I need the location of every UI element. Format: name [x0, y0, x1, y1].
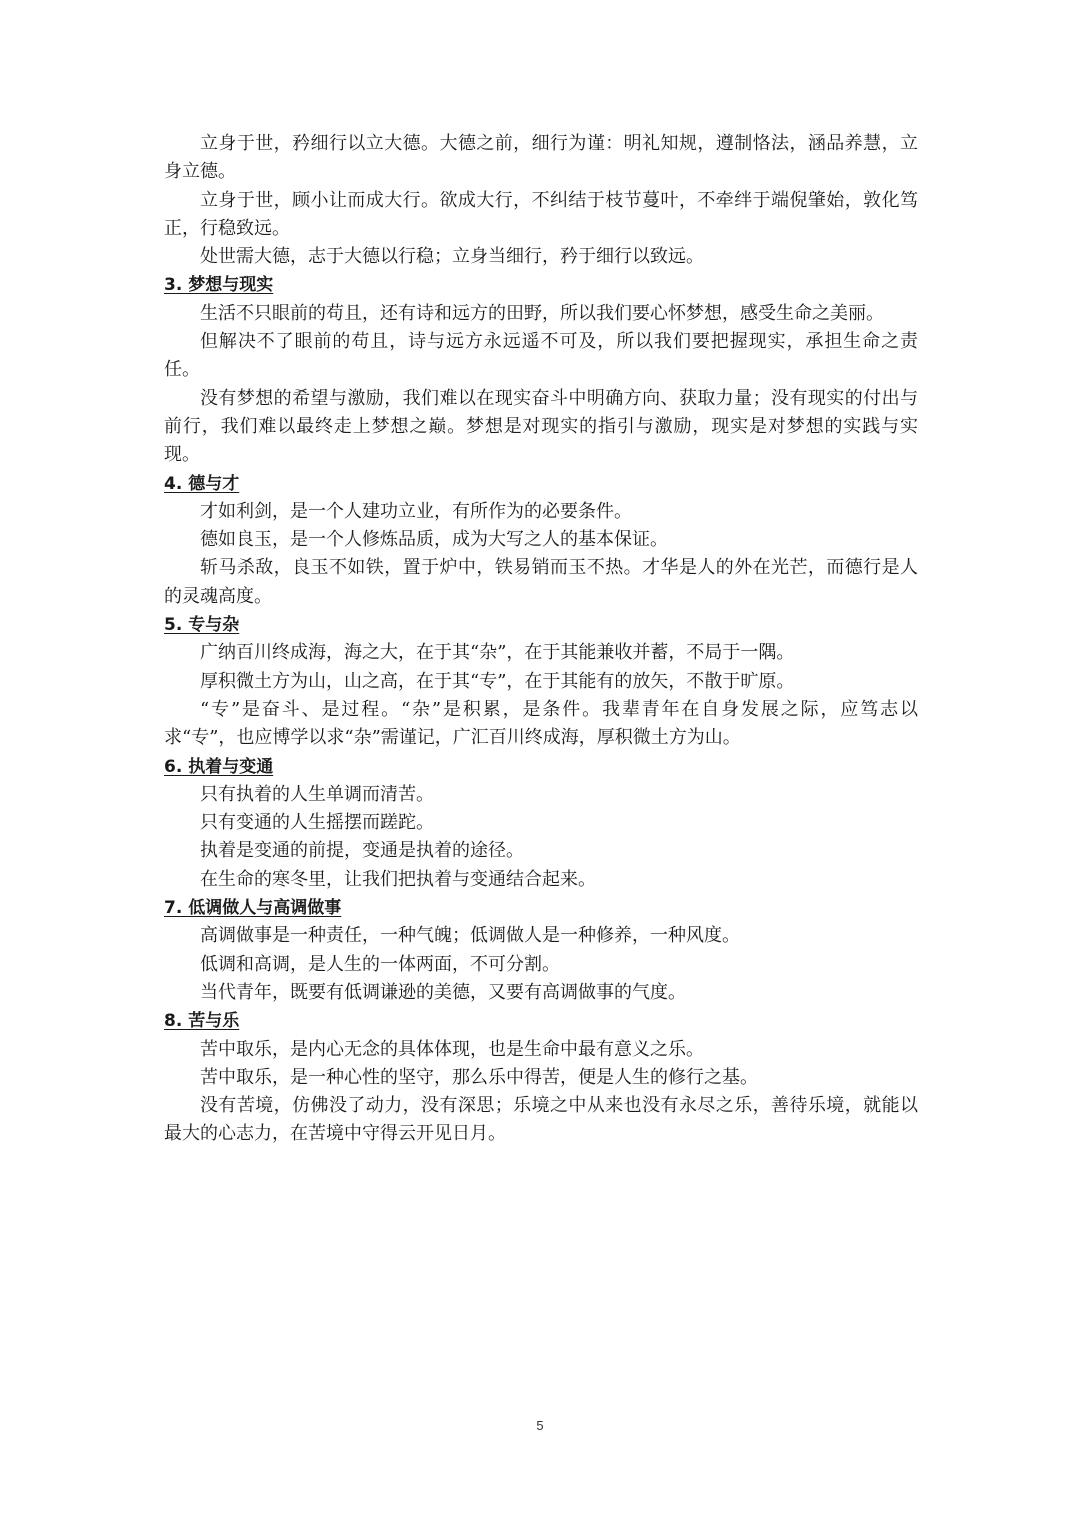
section-paragraph: 在生命的寒冬里，让我们把执着与变通结合起来。: [200, 868, 596, 890]
section-heading: [164, 611, 918, 639]
section-paragraph: 低调和高调，是人生的一体两面，不可分割。: [200, 953, 560, 975]
section-paragraph: 只有执着的人生单调而清苦。: [200, 783, 434, 805]
section-paragraph: 厚积微土方为山，山之高，在于其“专”，在于其能有的放矢，不散于旷原。: [200, 670, 795, 692]
section-bitter-joy: [164, 1007, 918, 1148]
section-paragraph: 苦中取乐，是一种心性的坚守，那么乐中得苦，便是人生的修行之基。: [200, 1066, 758, 1088]
section-dream-reality: [164, 271, 918, 469]
section-heading: [164, 470, 918, 498]
section-heading-text: 5. 专与杂: [164, 615, 240, 636]
section-heading: [164, 753, 918, 781]
section-heading-text: 8. 苦与乐: [164, 1011, 240, 1032]
section-heading: [164, 1007, 918, 1035]
section-paragraph: 才如利剑，是一个人建功立业，有所作为的必要条件。: [200, 500, 632, 522]
section-persistence-flexibility: [164, 753, 918, 894]
intro-paragraph-2: 立身于世，顾小让而成大行。欲成大行，不纠结于枝节蔓叶，不牵绊于端倪肇始，敦化笃正，行稳致远。: [164, 189, 918, 239]
section-paragraph: 德如良玉，是一个人修炼品质，成为大写之人的基本保证。: [200, 529, 668, 551]
section-paragraph: 生活不只眼前的苟且，还有诗和远方的田野，所以我们要心怀梦想，感受生命之美丽。: [200, 302, 884, 324]
page-number: 5: [536, 1418, 544, 1433]
section-heading: [164, 894, 918, 922]
section-paragraph: 没有苦境，仿佛没了动力，没有深思；乐境之中从来也没有永尽之乐，善待乐境，就能以最大的心志力，在苦境中守得云开见日月。: [164, 1095, 918, 1145]
section-focus-breadth: [164, 611, 918, 752]
section-paragraph: 当代青年，既要有低调谦逊的美德，又要有高调做事的气度。: [200, 981, 686, 1003]
section-heading: [164, 271, 918, 299]
document-body: [164, 130, 918, 1149]
section-paragraph: 高调做事是一种责任，一种气魄；低调做人是一种修养，一种风度。: [200, 925, 740, 947]
section-heading-text: 6. 执着与变通: [164, 756, 274, 777]
section-paragraph: 但解决不了眼前的苟且，诗与远方永远遥不可及，所以我们要把握现实，承担生命之责任。: [164, 331, 918, 381]
section-paragraph: 没有梦想的希望与激励，我们难以在现实奋斗中明确方向、获取力量；没有现实的付出与前行，我们难以最终走上梦想之巅。梦想是对现实的指引与激励，现实是对梦想的实践与实现。: [164, 387, 918, 466]
section-heading-text: 3. 梦想与现实: [164, 275, 274, 296]
section-paragraph: 斩马杀敌，良玉不如铁，置于炉中，铁易销而玉不热。才华是人的外在光芒，而德行是人的灵魂高度。: [164, 557, 918, 607]
section-heading-text: 4. 德与才: [164, 473, 240, 494]
section-paragraph: 只有变通的人生摇摆而蹉跎。: [200, 812, 434, 834]
section-humble-bold: [164, 894, 918, 1007]
section-paragraph: 广纳百川终成海，海之大，在于其“杂”，在于其能兼收并蓄，不局于一隅。: [200, 642, 795, 664]
section-paragraph: 苦中取乐，是内心无念的具体体现，也是生命中最有意义之乐。: [200, 1038, 704, 1060]
intro-paragraph-1: 立身于世，矜细行以立大德。大德之前，细行为谨：明礼知规，遵制恪法，涵品养慧，立身立德。: [164, 133, 918, 183]
section-paragraph: “专”是奋斗、是过程。“杂”是积累，是条件。我辈青年在自身发展之际，应笃志以求“专”，也应博学以求“杂”需谨记，广汇百川终成海，厚积微土方为山。: [164, 698, 918, 749]
section-virtue-talent: [164, 470, 918, 611]
intro-paragraph-3: 处世需大德，志于大德以行稳；立身当细行，矜于细行以致远。: [200, 246, 704, 268]
section-paragraph: 执着是变通的前提，变通是执着的途径。: [200, 840, 524, 862]
section-heading-text: 7. 低调做人与高调做事: [164, 898, 342, 919]
